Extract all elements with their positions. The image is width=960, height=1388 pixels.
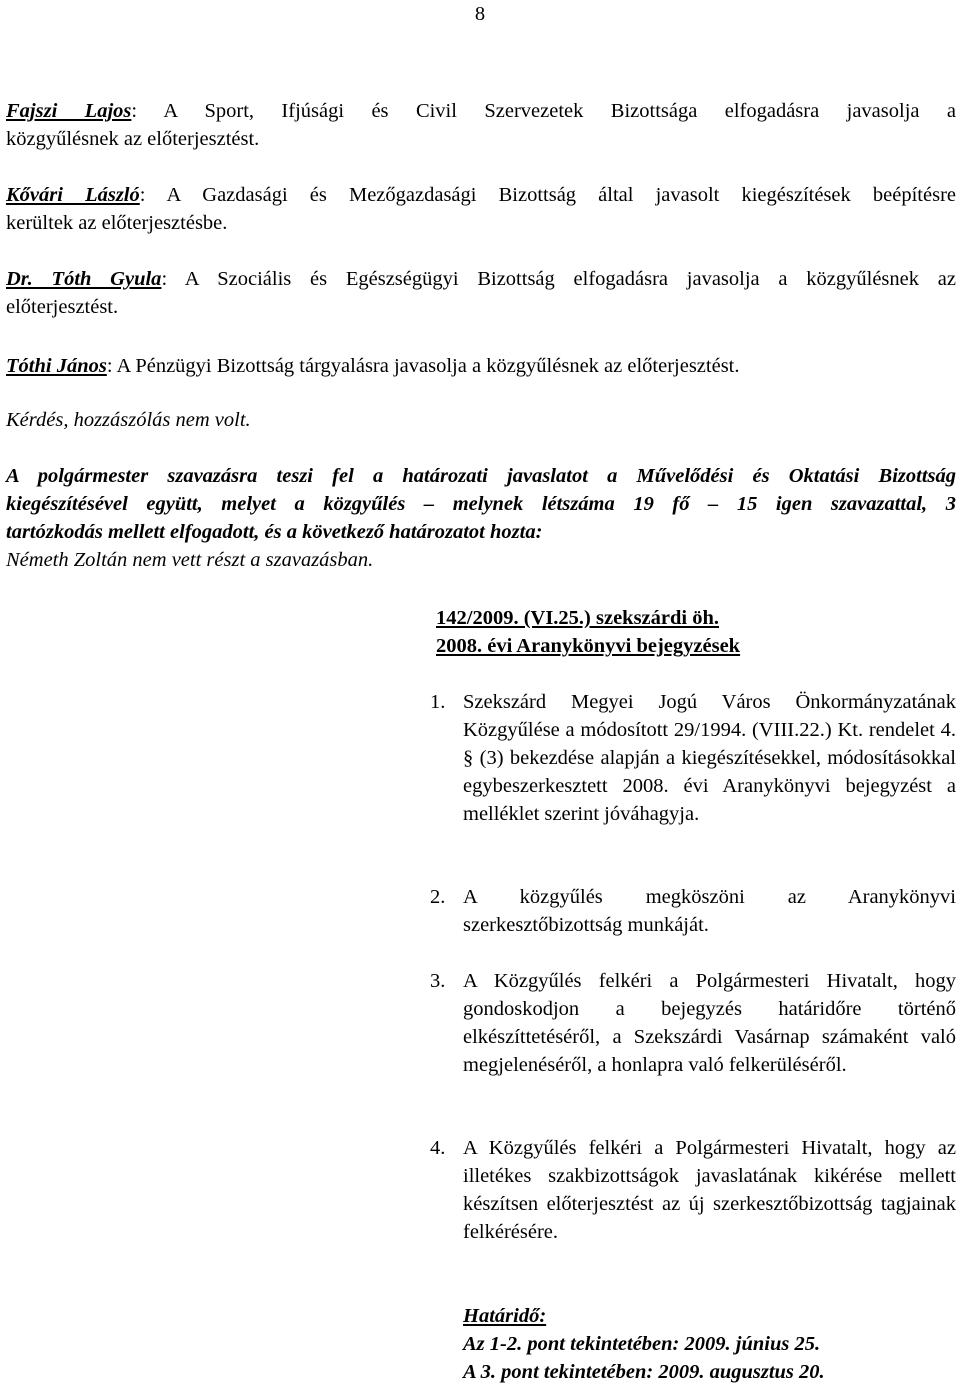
resolution-item-2 xyxy=(430,883,956,939)
resolution-item-3 xyxy=(430,967,956,1079)
resolution-subject: 2008. évi Aranykönyvi bejegyzések xyxy=(436,635,741,657)
statement-line: A Pénzügyi Bizottság tárgyalásra javasolja a közgyűlésnek az előterjesztést. xyxy=(116,355,740,377)
item-text: A Közgyűlés felkéri a Polgármesteri Hivatalt, hogy az illetékes szakbizottságok javaslatának kikérése mellett készítsen előterjesztést az új szerkesztőbizottság tagjainak felkérésére. xyxy=(463,1137,956,1243)
resolution-number: 142/2009. (VI.25.) szekszárdi öh. xyxy=(436,607,720,629)
resolution-item-1 xyxy=(430,688,956,828)
speaker-name: Fajszi Lajos xyxy=(6,100,132,122)
statement-line: A Gazdasági és Mezőgazdasági Bizottság által javasolt kiegészítések beépítésre xyxy=(166,184,956,206)
statement-line: közgyűlésnek az előterjesztést. xyxy=(6,128,260,150)
speaker-name: Tóthi János xyxy=(6,355,107,377)
statement-2: Kővári László: A Gazdasági és Mezőgazdasági Bizottság által javasolt kiegészítések beépítésre kerültek az előterjesztésbe. xyxy=(6,181,956,237)
statement-4: Tóthi János: A Pénzügyi Bizottság tárgyalásra javasolja a közgyűlésnek az előterjesztést. xyxy=(6,355,740,377)
resolution-item-4 xyxy=(430,1134,956,1246)
speaker-name: Dr. Tóth Gyula xyxy=(6,268,162,290)
deadline-label: Határidő: xyxy=(463,1305,547,1327)
statement-1: Fajszi Lajos: A Sport, Ifjúsági és Civil Szervezetek Bizottsága elfogadásra javasolja a közgyűlésnek az előterjesztést. xyxy=(6,97,956,153)
item-number: 2. xyxy=(430,886,446,908)
vote-paragraph xyxy=(6,462,956,574)
statement-line: előterjesztést. xyxy=(6,296,119,318)
deadline-line: A 3. pont tekintetében: 2009. augusztus 20. xyxy=(463,1361,825,1383)
speaker-name: Kővári László xyxy=(6,184,140,206)
item-text: Szekszárd Megyei Jogú Város Önkormányzatának Közgyűlése a módosított 29/1994. (VIII.22.) Kt. rendelet 4. § (3) bekezdése alapján a kiegészítésekkel, módosításokkal egybeszerkesztett 2008. évi Aranykönyvi bejegyzést a melléklet szerint jóváhagyja. xyxy=(463,691,956,825)
statement-line: kerültek az előterjesztésbe. xyxy=(6,212,228,234)
vote-line: kiegészítésével együtt, melyet a közgyűlés – melynek létszáma 19 fő – 15 igen szavazattal, 3 xyxy=(6,493,956,515)
resolution-heading xyxy=(436,604,740,660)
item-number: 1. xyxy=(430,691,446,713)
abstain-note: Németh Zoltán nem vett részt a szavazásban. xyxy=(6,549,374,571)
item-number: 3. xyxy=(430,970,446,992)
vote-line: tartózkodás mellett elfogadott, és a következő határozatot hozta: xyxy=(6,521,543,543)
item-text: A közgyűlés megköszöni az Aranykönyvi szerkesztőbizottság munkáját. xyxy=(463,886,956,936)
item-number: 4. xyxy=(430,1137,446,1159)
statement-line: A Sport, Ifjúsági és Civil Szervezetek Bizottsága elfogadásra javasolja a xyxy=(163,100,956,122)
no-questions-note: Kérdés, hozzászólás nem volt. xyxy=(6,409,251,431)
deadline-line: Az 1-2. pont tekintetében: 2009. június 25. xyxy=(463,1333,821,1355)
item-text: A Közgyűlés felkéri a Polgármesteri Hivatalt, hogy gondoskodjon a bejegyzés határidőre történő elkészíttetéséről, a Szekszárdi Vasárnap számaként való megjelenéséről, a honlapra való felkerüléséről. xyxy=(463,970,956,1076)
page-number: 8 xyxy=(474,3,486,25)
deadline-block xyxy=(463,1302,825,1386)
statement-3: Dr. Tóth Gyula: A Szociális és Egészségügyi Bizottság elfogadásra javasolja a közgyűlésnek az előterjesztést. xyxy=(6,265,956,321)
vote-line: A polgármester szavazásra teszi fel a határozati javaslatot a Művelődési és Oktatási Bizottság xyxy=(6,465,956,487)
statement-line: A Szociális és Egészségügyi Bizottság elfogadásra javasolja a közgyűlésnek az xyxy=(184,268,956,290)
